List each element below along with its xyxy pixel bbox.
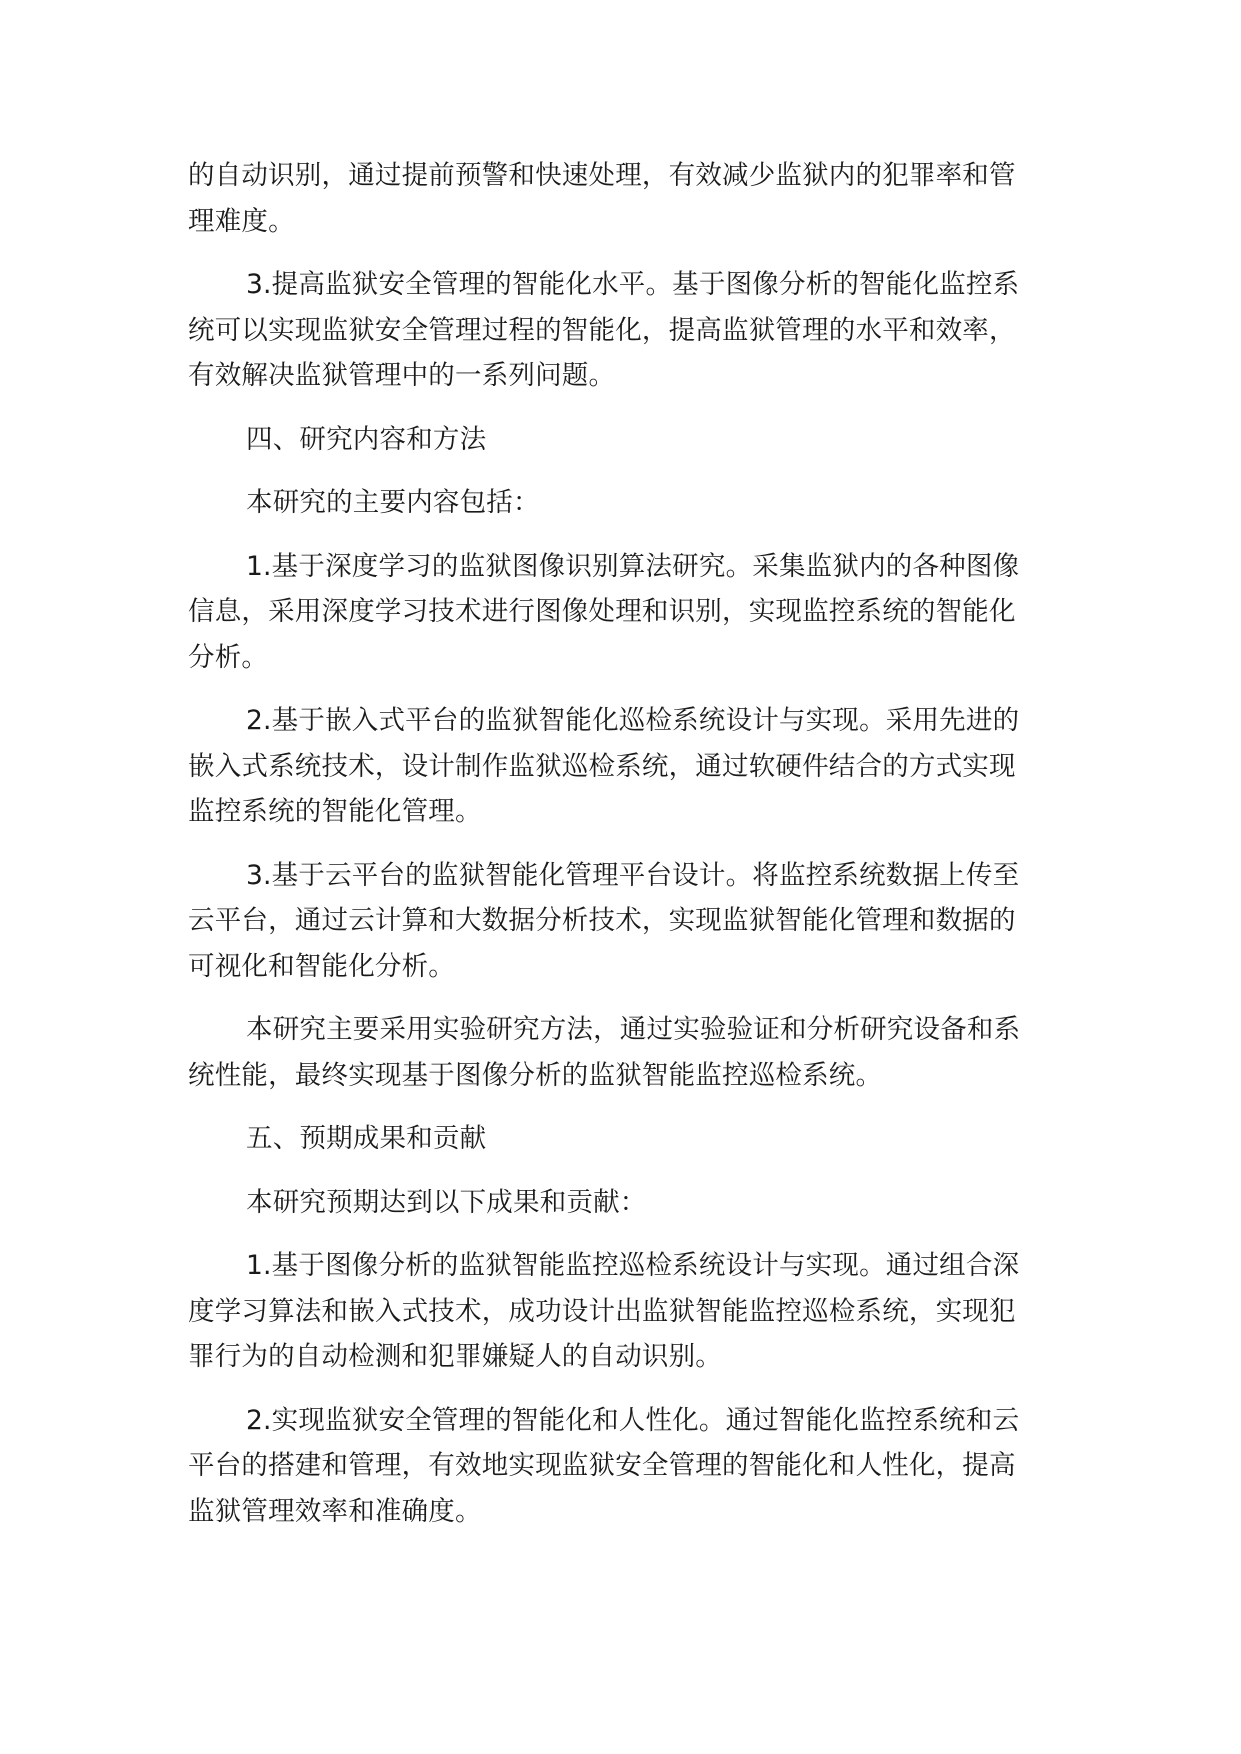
paragraph-content-intro bbox=[188, 480, 1038, 526]
text-line: 统可以实现监狱安全管理过程的智能化，提高监狱管理的水平和效率， bbox=[188, 314, 1016, 346]
paragraph-goal-3 bbox=[188, 262, 1038, 399]
text-line: 嵌入式系统技术，设计制作监狱巡检系统，通过软硬件结合的方式实现 bbox=[188, 750, 1016, 782]
paragraph-continuation bbox=[188, 153, 1038, 244]
text-line: 平台的搭建和管理，有效地实现监狱安全管理的智能化和人性化，提高 bbox=[188, 1450, 1016, 1481]
text-line: 本研究主要采用实验研究方法，通过实验验证和分析研究设备和系 bbox=[246, 1014, 1021, 1045]
text-line: 可视化和智能化分析。 bbox=[188, 950, 455, 982]
document-body bbox=[188, 153, 1038, 1552]
text-line: 度学习算法和嵌入式技术，成功设计出监狱智能监控巡检系统，实现犯 bbox=[188, 1295, 1016, 1327]
text-line: 理难度。 bbox=[188, 205, 295, 237]
text-line: 本研究的主要内容包括： bbox=[246, 487, 540, 518]
heading-text: 四、研究内容和方法 bbox=[246, 423, 487, 455]
section-heading-5 bbox=[188, 1116, 1038, 1162]
heading-text: 五、预期成果和贡献 bbox=[246, 1123, 487, 1154]
text-line: 1.基于深度学习的监狱图像识别算法研究。采集监狱内的各种图像 bbox=[246, 550, 1020, 582]
paragraph-outcome-intro bbox=[188, 1180, 1038, 1226]
paragraph-outcome-2 bbox=[188, 1398, 1038, 1535]
text-line: 3.提高监狱安全管理的智能化水平。基于图像分析的智能化监控系 bbox=[246, 269, 1020, 300]
section-heading-4 bbox=[188, 417, 1038, 463]
text-line: 统性能，最终实现基于图像分析的监狱智能监控巡检系统。 bbox=[188, 1059, 883, 1091]
text-line: 2.实现监狱安全管理的智能化和人性化。通过智能化监控系统和云 bbox=[246, 1404, 1020, 1436]
text-line: 的自动识别，通过提前预警和快速处理，有效减少监狱内的犯罪率和管 bbox=[188, 160, 1016, 191]
text-line: 云平台，通过云计算和大数据分析技术，实现监狱智能化管理和数据的 bbox=[188, 905, 1016, 936]
text-line: 信息，采用深度学习技术进行图像处理和识别，实现监控系统的智能化 bbox=[188, 596, 1016, 627]
text-line: 监控系统的智能化管理。 bbox=[188, 796, 482, 827]
text-line: 罪行为的自动检测和犯罪嫌疑人的自动识别。 bbox=[188, 1341, 722, 1372]
paragraph-content-1 bbox=[188, 544, 1038, 681]
paragraph-method bbox=[188, 1007, 1038, 1098]
text-line: 1.基于图像分析的监狱智能监控巡检系统设计与实现。通过组合深 bbox=[246, 1250, 1020, 1281]
text-line: 2.基于嵌入式平台的监狱智能化巡检系统设计与实现。采用先进的 bbox=[246, 705, 1020, 736]
text-line: 监狱管理效率和准确度。 bbox=[188, 1495, 482, 1527]
paragraph-outcome-1 bbox=[188, 1243, 1038, 1380]
text-line: 分析。 bbox=[188, 641, 269, 673]
text-line: 本研究预期达到以下成果和贡献： bbox=[246, 1186, 647, 1218]
paragraph-content-2 bbox=[188, 698, 1038, 835]
text-line: 3.基于云平台的监狱智能化管理平台设计。将监控系统数据上传至 bbox=[246, 859, 1020, 891]
paragraph-content-3 bbox=[188, 853, 1038, 990]
text-line: 有效解决监狱管理中的一系列问题。 bbox=[188, 360, 616, 391]
